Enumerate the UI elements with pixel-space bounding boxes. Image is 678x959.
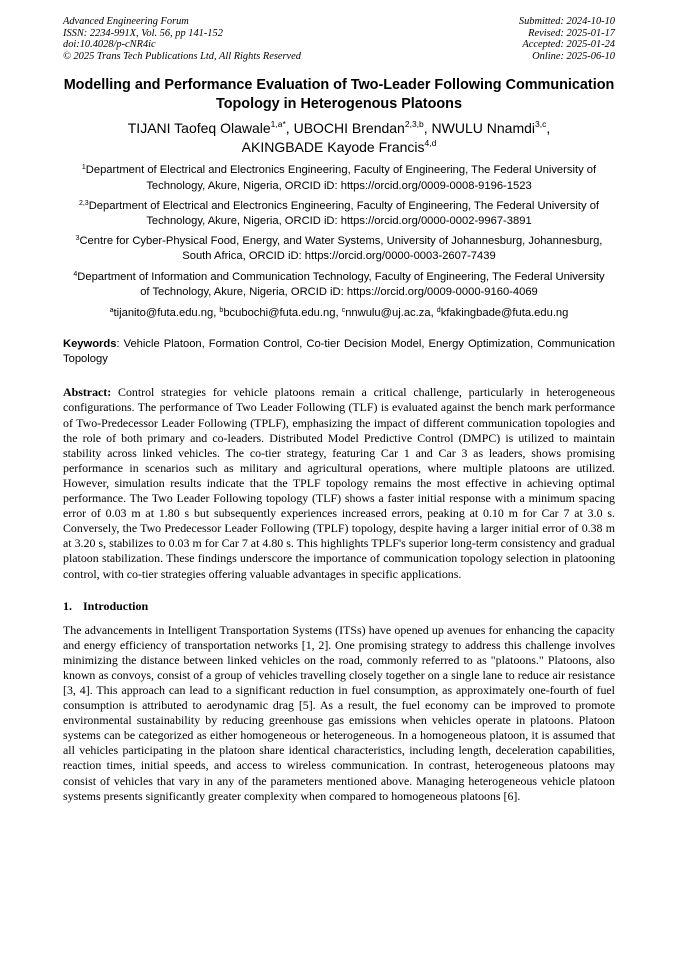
journal-info: [63, 16, 301, 62]
author-1: TIJANI Taofeq Olawale$^{1,a*}$,: [127, 119, 294, 137]
abstract: [63, 385, 615, 581]
email-link[interactable]: nnwulu@uj.ac.za: [345, 307, 431, 319]
journal-header: [63, 16, 615, 62]
author-3: NWULU Nnamdi$^{3,c}$,: [431, 119, 551, 137]
affiliation-2: $^{2,3}$Department of Electrical and Electronics Engineering, Faculty of Engineering, The Federal University of Technology, Akure, Nigeria, ORCID iD: https://orcid.org/0000-0002-9967-3891: [78, 199, 600, 227]
submission-dates: [519, 16, 615, 62]
author-emails: $^a$tijanito@futa.edu.ng, $^b$bcubochi@futa.edu.ng, $^c$nnwulu@uj.ac.za, $^d$kfakingbade@futa.edu.ng: [109, 307, 569, 319]
introduction-paragraph: The advancements in Intelligent Transportation Systems (ITSs) have opened up avenues for enhancing the capacity and energy efficiency of transportation networks [1, 2]. One promising strategy to address this challenge involves minimizing the distance between linked vehicles on the road, commonly referred to as "platoons." Platoons, also known as convoys, consist of a group of vehicles travelling closely together on a single lane to reduce air resistance [3, 4]. This approach can lead to a significant reduction in fuel consumption, as approximately one-fourth of fuel consumption is attributed to aerodynamic drag [5]. As a result, the fuel economy can be improved to promote environmental sustainability by reducing greenhouse gas emissions when vehicles operate in platoons. Platoon systems can be categorized as either homogeneous or heterogeneous. In a homogeneous platoon, it is assumed that all vehicles participating in the platoon share identical characteristics, including length, deceleration capabilities, reaction times, initial speeds, and access to wireless communication. In contrast, heterogeneous platoons may consist of vehicles that vary in any of the parameters mentioned above. Managing heterogeneous vehicle platoon systems presents significantly greater complexity when compared to homogeneous platoons [6].: [63, 622, 615, 803]
date-accepted: Accepted: 2025-01-24: [522, 39, 615, 51]
email-link[interactable]: bcubochi@futa.edu.ng: [223, 307, 336, 319]
section-title: Introduction: [83, 598, 149, 613]
affiliation-3: $^3$Centre for Cyber-Physical Food, Energy, and Water Systems, University of Johannesburg, Johannesburg, South Africa, ORCID iD: https://orcid.org/0000-0003-2607-7439: [75, 235, 603, 263]
date-revised: Revised: 2025-01-17: [528, 27, 615, 39]
journal-copyright: © 2025 Trans Tech Publications Ltd, All Rights Reserved: [63, 50, 301, 62]
keywords: [63, 337, 615, 366]
email-link[interactable]: kfakingbade@futa.edu.ng: [440, 307, 569, 319]
author-2: UBOCHI Brendan$^{2,3,b}$,: [293, 119, 432, 137]
author-4: AKINGBADE Kayode Francis$^{4,d}$: [241, 138, 437, 156]
journal-doi[interactable]: doi:10.4028/p-cNR4ic: [63, 39, 156, 51]
section-heading-introduction: [63, 599, 615, 614]
paper-page: [63, 16, 615, 804]
paper-title: Modelling and Performance Evaluation of Two-Leader Following Communication Topology in Heterogenous Platoons: [63, 77, 615, 113]
date-online: Online: 2025-06-10: [532, 50, 615, 62]
author-list: [63, 119, 615, 157]
affiliation-4: $^4$Department of Information and Communication Technology, Faculty of Engineering, The Federal University of Technology, Akure, Nigeria, ORCID iD: https://orcid.org/0009-0000-9160-4069: [73, 270, 605, 298]
email-link[interactable]: tijanito@futa.edu.ng: [113, 307, 214, 319]
journal-issn: ISSN: 2234-991X, Vol. 56, pp 141-152: [63, 27, 223, 39]
date-submitted: Submitted: 2024-10-10: [518, 16, 615, 27]
keywords-text: : Vehicle Platoon, Formation Control, Co-tier Decision Model, Energy Optimization, Communication Topology: [63, 338, 615, 365]
section-number: 1.: [63, 598, 72, 613]
journal-name: Advanced Engineering Forum: [63, 16, 189, 27]
keywords-label: Keywords: [63, 338, 117, 351]
abstract-text: Control strategies for vehicle platoons remain a critical challenge, particularly in heterogeneous configurations. The performance of Two Leader Following (TLF) is evaluated against the bench mark performance of Two-Predecessor Leader Following (TPLF), emphasizing the impact of different communication topologies and the role of both primary and co-leaders. Distributed Model Predictive Control (DMPC) is utilized to maintain stability across linked vehicles. The co-tier strategy, featuring Car 1 and Car 3 as leaders, shows promising performance in scenarios such as military and agricultural operations, where multiple platoons are utilized. However, simulation results indicate that the TPLF topology remains the most effective in achieving optimal performance. The Two Leader Following topology (TLF) shows a faster initial response with a minimum spacing error of 0.03 m at 1.80 s but subsequently experiences increased errors, peaking at 0.10 m for Car 7 at 3.0 s. Conversely, the Two Predecessor Leader Following (TPLF) topology, despite having a larger initial error of 0.38 m at 3.20 s, stabilizes to 0.03 m for Car 7 at 4.80 s. This highlights TPLF's superior long-term consistency and gradual platoon stabilization. These findings underscore the importance of communication topology selection in platooning control, with co-tier strategies offering valuable advantages in specific applications.: [63, 385, 615, 581]
affiliation-1: $^1$Department of Electrical and Electronics Engineering, Faculty of Engineering, The Federal University of Technology, Akure, Nigeria, ORCID iD: https://orcid.org/0009-0008-9196-1523: [81, 164, 597, 192]
abstract-label: Abstract:: [63, 385, 112, 400]
